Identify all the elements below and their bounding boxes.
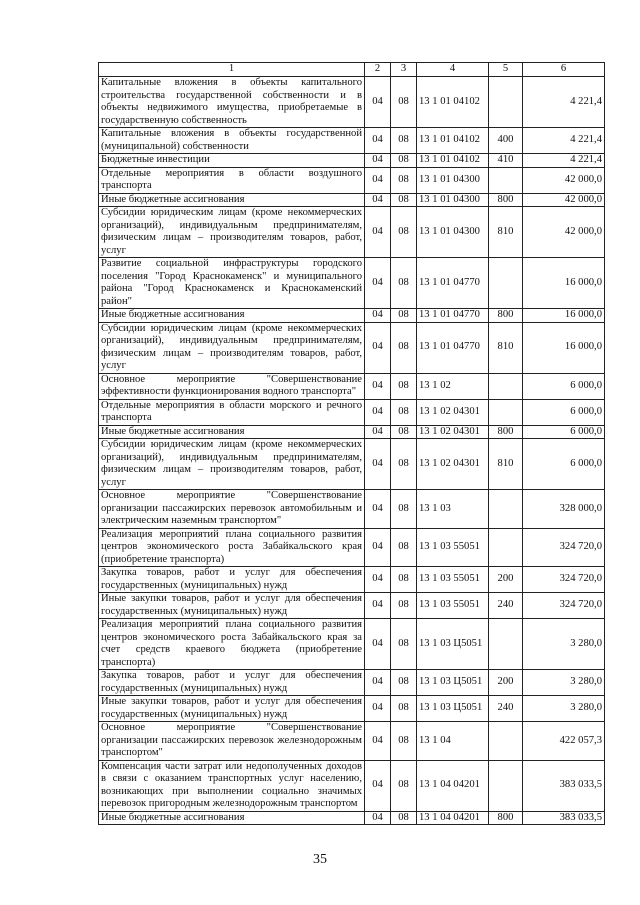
row-section-code: 04 [365, 154, 391, 168]
row-expense-type: 200 [489, 567, 523, 593]
row-description: Основное мероприятие "Совершенствование организации пассажирских перевозок железнодорожным транспортом" [99, 722, 365, 761]
row-target-article: 13 1 03 Ц5051 [417, 619, 489, 670]
row-expense-type [489, 258, 523, 309]
row-amount: 42 000,0 [523, 207, 605, 258]
row-subsection-code: 08 [391, 154, 417, 168]
row-section-code: 04 [365, 193, 391, 207]
row-amount: 3 280,0 [523, 696, 605, 722]
row-section-code: 04 [365, 490, 391, 529]
row-amount: 16 000,0 [523, 309, 605, 323]
row-expense-type [489, 77, 523, 128]
table-row [99, 425, 605, 439]
row-section-code: 04 [365, 811, 391, 825]
row-section-code: 04 [365, 760, 391, 811]
row-section-code: 04 [365, 373, 391, 399]
row-subsection-code: 08 [391, 528, 417, 567]
row-description: Иные бюджетные ассигнования [99, 811, 365, 825]
row-target-article: 13 1 01 04770 [417, 322, 489, 373]
page-number: 35 [313, 852, 327, 867]
row-target-article: 13 1 03 Ц5051 [417, 670, 489, 696]
row-description: Развитие социальной инфраструктуры городского поселения "Город Краснокаменск" и муниципального района "Город Краснокаменск и Краснокаменский район" [99, 258, 365, 309]
row-description: Основное мероприятие "Совершенствование организации пассажирских перевозок автомобильным и электрическим наземным транспортом" [99, 490, 365, 529]
table-row [99, 154, 605, 168]
row-expense-type [489, 373, 523, 399]
row-section-code: 04 [365, 567, 391, 593]
row-expense-type [489, 399, 523, 425]
row-description: Субсидии юридическим лицам (кроме некоммерческих организаций), индивидуальным предпринимателям, физическим лицам – производителям товаров, работ, услуг [99, 207, 365, 258]
row-section-code: 04 [365, 528, 391, 567]
row-amount: 16 000,0 [523, 258, 605, 309]
row-description: Основное мероприятие "Совершенствование эффективности функционирования водного транспорта" [99, 373, 365, 399]
row-expense-type [489, 619, 523, 670]
row-section-code: 04 [365, 696, 391, 722]
row-description: Иные закупки товаров, работ и услуг для обеспечения государственных (муниципальных) нужд [99, 593, 365, 619]
row-target-article: 13 1 02 04301 [417, 439, 489, 490]
row-target-article: 13 1 03 [417, 490, 489, 529]
row-amount: 383 033,5 [523, 811, 605, 825]
row-expense-type: 240 [489, 593, 523, 619]
table-row [99, 193, 605, 207]
row-subsection-code: 08 [391, 77, 417, 128]
row-expense-type: 800 [489, 425, 523, 439]
row-target-article: 13 1 01 04102 [417, 77, 489, 128]
table-row [99, 373, 605, 399]
table-row [99, 490, 605, 529]
row-section-code: 04 [365, 258, 391, 309]
row-section-code: 04 [365, 670, 391, 696]
header-col-4: 4 [417, 63, 489, 77]
row-target-article: 13 1 04 [417, 722, 489, 761]
row-subsection-code: 08 [391, 167, 417, 193]
row-section-code: 04 [365, 167, 391, 193]
row-expense-type: 800 [489, 811, 523, 825]
row-amount: 42 000,0 [523, 167, 605, 193]
row-expense-type: 800 [489, 193, 523, 207]
row-description: Иные закупки товаров, работ и услуг для обеспечения государственных (муниципальных) нужд [99, 696, 365, 722]
row-expense-type: 800 [489, 309, 523, 323]
row-target-article: 13 1 01 04770 [417, 258, 489, 309]
table-row [99, 528, 605, 567]
row-expense-type [489, 167, 523, 193]
row-amount: 3 280,0 [523, 670, 605, 696]
row-subsection-code: 08 [391, 399, 417, 425]
row-amount: 6 000,0 [523, 425, 605, 439]
row-target-article: 13 1 02 04301 [417, 399, 489, 425]
table-row [99, 670, 605, 696]
table-row [99, 593, 605, 619]
row-expense-type: 240 [489, 696, 523, 722]
row-amount: 422 057,3 [523, 722, 605, 761]
table-row [99, 760, 605, 811]
table-row [99, 399, 605, 425]
row-expense-type: 810 [489, 439, 523, 490]
row-section-code: 04 [365, 77, 391, 128]
row-amount: 328 000,0 [523, 490, 605, 529]
row-subsection-code: 08 [391, 322, 417, 373]
row-description: Иные бюджетные ассигнования [99, 425, 365, 439]
row-amount: 6 000,0 [523, 399, 605, 425]
row-section-code: 04 [365, 207, 391, 258]
row-section-code: 04 [365, 309, 391, 323]
row-description: Закупка товаров, работ и услуг для обеспечения государственных (муниципальных) нужд [99, 670, 365, 696]
row-subsection-code: 08 [391, 193, 417, 207]
row-amount: 4 221,4 [523, 128, 605, 154]
table-row [99, 77, 605, 128]
row-amount: 383 033,5 [523, 760, 605, 811]
row-amount: 42 000,0 [523, 193, 605, 207]
row-description: Бюджетные инвестиции [99, 154, 365, 168]
header-col-1: 1 [99, 63, 365, 77]
row-amount: 16 000,0 [523, 322, 605, 373]
row-description: Капитальные вложения в объекты государственной (муниципальной) собственности [99, 128, 365, 154]
row-target-article: 13 1 01 04102 [417, 154, 489, 168]
row-target-article: 13 1 04 04201 [417, 760, 489, 811]
row-expense-type: 810 [489, 207, 523, 258]
row-description: Реализация мероприятий плана социального развития центров экономического роста Забайкальского края за счет средств краевого бюджета (приобретение транспорта) [99, 619, 365, 670]
row-description: Иные бюджетные ассигнования [99, 193, 365, 207]
row-target-article: 13 1 02 [417, 373, 489, 399]
row-subsection-code: 08 [391, 619, 417, 670]
header-col-6: 6 [523, 63, 605, 77]
row-amount: 6 000,0 [523, 439, 605, 490]
row-target-article: 13 1 01 04102 [417, 128, 489, 154]
row-section-code: 04 [365, 439, 391, 490]
row-subsection-code: 08 [391, 425, 417, 439]
row-subsection-code: 08 [391, 490, 417, 529]
row-subsection-code: 08 [391, 309, 417, 323]
row-subsection-code: 08 [391, 670, 417, 696]
row-description: Реализация мероприятий плана социального развития центров экономического роста Забайкальского края (приобретение транспорта) [99, 528, 365, 567]
table-row [99, 811, 605, 825]
row-target-article: 13 1 03 55051 [417, 528, 489, 567]
row-target-article: 13 1 03 Ц5051 [417, 696, 489, 722]
row-expense-type [489, 490, 523, 529]
table-header-row [99, 63, 605, 77]
table-row [99, 207, 605, 258]
row-subsection-code: 08 [391, 811, 417, 825]
table-row [99, 696, 605, 722]
table-row [99, 722, 605, 761]
row-subsection-code: 08 [391, 696, 417, 722]
row-target-article: 13 1 01 04770 [417, 309, 489, 323]
row-target-article: 13 1 01 04300 [417, 207, 489, 258]
header-col-3: 3 [391, 63, 417, 77]
table-row [99, 128, 605, 154]
row-expense-type: 200 [489, 670, 523, 696]
row-section-code: 04 [365, 619, 391, 670]
row-amount: 324 720,0 [523, 567, 605, 593]
row-description: Отдельные мероприятия в области воздушного транспорта [99, 167, 365, 193]
row-section-code: 04 [365, 593, 391, 619]
row-target-article: 13 1 03 55051 [417, 567, 489, 593]
row-subsection-code: 08 [391, 567, 417, 593]
table-row [99, 567, 605, 593]
row-amount: 6 000,0 [523, 373, 605, 399]
row-description: Иные бюджетные ассигнования [99, 309, 365, 323]
row-expense-type [489, 722, 523, 761]
row-expense-type: 400 [489, 128, 523, 154]
budget-table [98, 62, 605, 825]
row-target-article: 13 1 01 04300 [417, 193, 489, 207]
row-section-code: 04 [365, 399, 391, 425]
table-row [99, 619, 605, 670]
header-col-2: 2 [365, 63, 391, 77]
row-amount: 4 221,4 [523, 154, 605, 168]
row-target-article: 13 1 03 55051 [417, 593, 489, 619]
row-subsection-code: 08 [391, 373, 417, 399]
row-target-article: 13 1 04 04201 [417, 811, 489, 825]
row-amount: 324 720,0 [523, 593, 605, 619]
header-col-5: 5 [489, 63, 523, 77]
row-description: Отдельные мероприятия в области морского и речного транспорта [99, 399, 365, 425]
row-expense-type: 410 [489, 154, 523, 168]
row-expense-type: 810 [489, 322, 523, 373]
row-amount: 4 221,4 [523, 77, 605, 128]
table-row [99, 322, 605, 373]
row-section-code: 04 [365, 322, 391, 373]
row-description: Компенсация части затрат или недополученных доходов в связи с оказанием транспортных услуг населению, возникающих при выполнении социально значимых перевозок пригородным железнодорожным транспортом [99, 760, 365, 811]
row-description: Субсидии юридическим лицам (кроме некоммерческих организаций), индивидуальным предпринимателям, физическим лицам – производителям товаров, работ, услуг [99, 322, 365, 373]
row-section-code: 04 [365, 128, 391, 154]
row-subsection-code: 08 [391, 722, 417, 761]
row-section-code: 04 [365, 722, 391, 761]
row-target-article: 13 1 01 04300 [417, 167, 489, 193]
row-subsection-code: 08 [391, 593, 417, 619]
table-row [99, 439, 605, 490]
row-amount: 3 280,0 [523, 619, 605, 670]
row-subsection-code: 08 [391, 128, 417, 154]
row-description: Капитальные вложения в объекты капитального строительства государственной собственности и в объекты недвижимого имущества, приобретаемые в государственную собственность [99, 77, 365, 128]
row-description: Закупка товаров, работ и услуг для обеспечения государственных (муниципальных) нужд [99, 567, 365, 593]
table-row [99, 258, 605, 309]
table-row [99, 309, 605, 323]
row-target-article: 13 1 02 04301 [417, 425, 489, 439]
row-expense-type [489, 760, 523, 811]
row-subsection-code: 08 [391, 207, 417, 258]
row-subsection-code: 08 [391, 760, 417, 811]
table-row [99, 167, 605, 193]
row-amount: 324 720,0 [523, 528, 605, 567]
row-subsection-code: 08 [391, 439, 417, 490]
row-expense-type [489, 528, 523, 567]
row-section-code: 04 [365, 425, 391, 439]
row-description: Субсидии юридическим лицам (кроме некоммерческих организаций), индивидуальным предпринимателям, физическим лицам – производителям товаров, работ, услуг [99, 439, 365, 490]
row-subsection-code: 08 [391, 258, 417, 309]
